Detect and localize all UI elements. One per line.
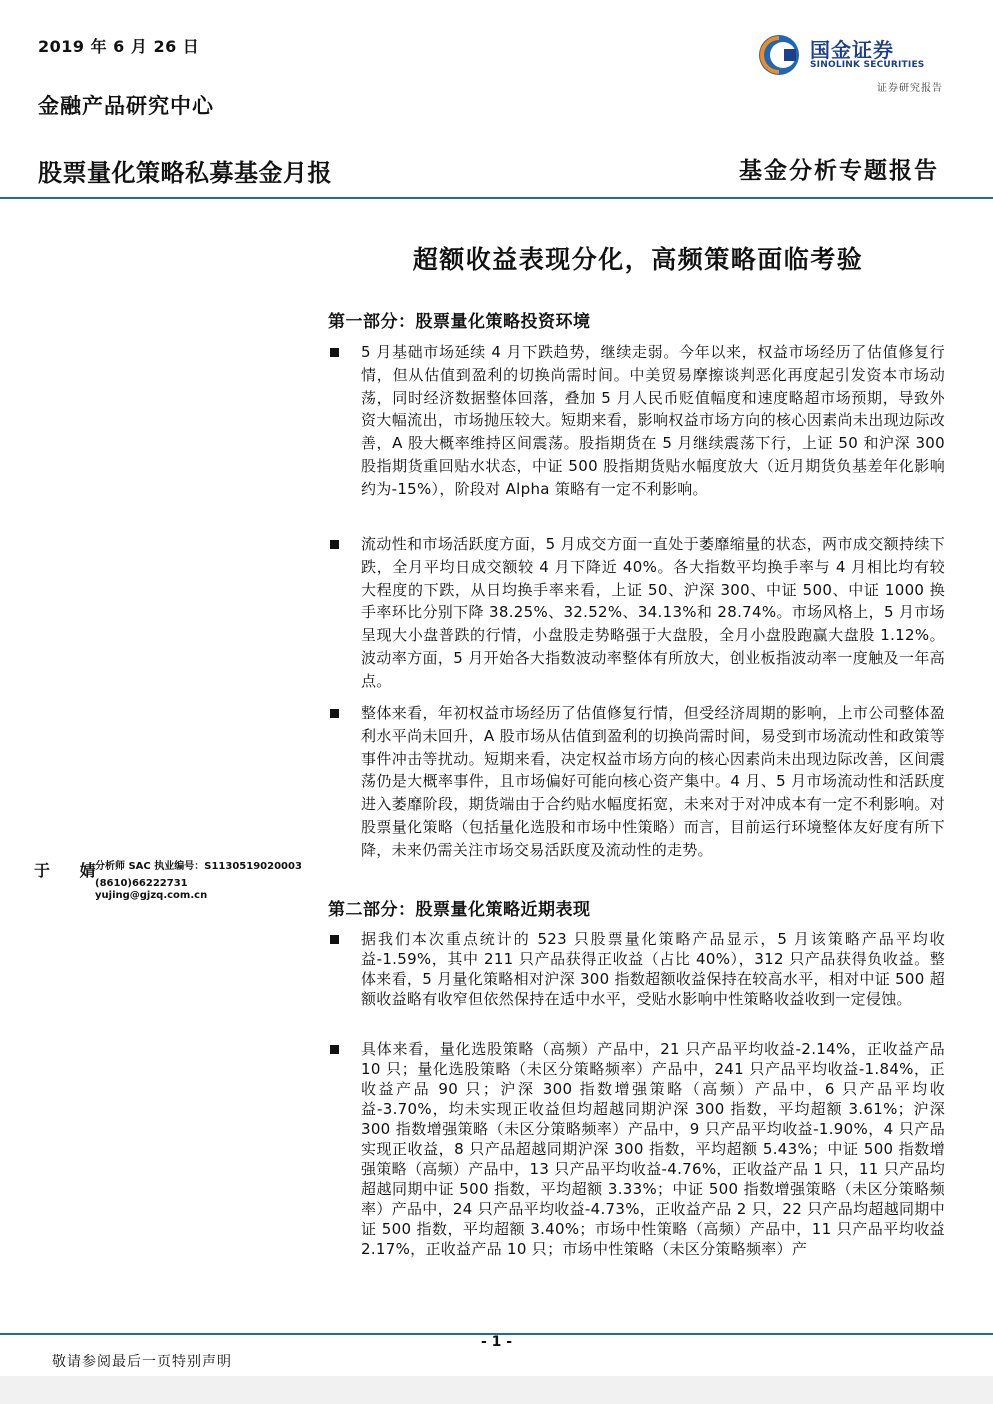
report-date: 2019 年 6 月 26 日 — [38, 37, 200, 56]
company-logo — [756, 32, 946, 78]
bottom-band — [0, 1376, 993, 1404]
bullet-text: 5 月基础市场延续 4 月下跌趋势，继续走弱。今年以来，权益市场经历了估值修复行情，但从估值到盈利的切换尚需时间。中美贸易摩擦谈判恶化再度起引发资本市场动荡，同时经济数据整体回落，叠加 5 月人民币贬值幅度和速度略超市场预期，导致外资大幅流出，市场抛压较大。短期来看，影响权益市场方向的核心因素尚未出现边际改善，A 股大概率维持区间震荡。股指期货在 5 月继续震荡下行，上证 50 和沪深 300 股指期货重回贴水状态，中证 500 股指期货贴水幅度放大（近月期货负基差年化影响约为-15%），阶段对 Alpha 策略有一定不利影响。 — [361, 343, 945, 498]
bullet-square-icon — [330, 348, 339, 357]
footer-disclaimer: 敬请参阅最后一页特别声明 — [52, 1354, 232, 1370]
analyst-name: 于 婧 — [34, 861, 108, 880]
section-title-1: 第一部分：股票量化策略投资环境 — [328, 312, 591, 332]
bullet-item — [330, 533, 945, 693]
bullet-item — [330, 341, 945, 501]
research-center-name: 金融产品研究中心 — [38, 93, 214, 118]
report-headline: 超额收益表现分化，高频策略面临考验 — [412, 245, 864, 274]
logo-name-cn: 国金证券 — [810, 38, 894, 62]
analyst-email[interactable]: yujing@gjzq.com.cn — [95, 890, 208, 901]
bullet-item — [330, 929, 945, 1009]
bullet-item — [330, 1039, 945, 1259]
analyst-phone: (8610)66222731 — [95, 878, 188, 889]
sinolink-logo-icon — [756, 32, 802, 78]
report-title: 股票量化策略私募基金月报 — [38, 159, 332, 187]
bullet-square-icon — [330, 540, 339, 549]
logo-name-en: SINOLINK SECURITIES — [810, 60, 925, 70]
section-title-2: 第二部分：股票量化策略近期表现 — [328, 900, 591, 920]
bullet-text: 整体来看，年初权益市场经历了估值修复行情，但受经济周期的影响，上市公司整体盈利水平尚未回升，A 股市场从估值到盈利的切换尚需时间，易受到市场流动性和政策等事件冲击等扰动。短期来看，决定权益市场方向的核心因素尚未出现边际改善，区间震荡仍是大概率事件，且市场偏好可能向核心资产集中。4 月、5 月市场流动性和活跃度进入萎靡阶段，期货端由于合约贴水幅度拓宽，未来对于对冲成本有一定不利影响。对股票量化策略（包括量化选股和市场中性策略）而言，目前运行环境整体友好度有所下降，未来仍需关注市场交易活跃度及流动性的走势。 — [361, 704, 945, 859]
analyst-info — [95, 861, 302, 902]
bullet-square-icon — [330, 935, 339, 944]
bullet-square-icon — [330, 709, 339, 718]
logo-subtitle: 证券研究报告 — [877, 83, 943, 94]
bullet-text: 流动性和市场活跃度方面，5 月成交方面一直处于萎靡缩量的状态，两市成交额持续下跌，全月平均日成交额较 4 月下降近 40%。各大指数平均换手率与 4 月相比均有较大程度的下跌，从日均换手率来看，上证 50、沪深 300、中证 500、中证 1000 换手率环比分别下降 38.25%、32.52%、34.13%和 28.74%。市场风格上，5 月市场呈现大小盘普跌的行情，小盘股走势略强于大盘股，全月小盘股跑赢大盘股 1.12%。波动率方面，5 月开始各大指数波动率整体有所放大，创业板指波动率一度触及一年高点。 — [361, 535, 945, 690]
bullet-text: 据我们本次重点统计的 523 只股票量化策略产品显示，5 月该策略产品平均收益-1.59%，其中 211 只产品获得正收益（占比 40%），312 只产品获得负收益。整体来看，5 月量化策略相对沪深 300 指数超额收益保持在较高水平，相对中证 500 超额收益略有收窄但依然保持在适中水平，受贴水影响中性策略收益收到一定侵蚀。 — [361, 930, 945, 1008]
page-number: - 1 - — [480, 1334, 513, 1350]
header-divider — [0, 197, 993, 199]
bullet-text: 具体来看，量化选股策略（高频）产品中，21 只产品平均收益-2.14%，正收益产品 10 只；量化选股策略（未区分策略频率）产品中，241 只产品平均收益-1.84%，正收益产品 90 只；沪深 300 指数增强策略（高频）产品中，6 只产品平均收益-3.70%，均未实现正收益但均超越同期沪深 300 指数，平均超额 3.61%；沪深 300 指数增强策略（未区分策略频率）产品中，9 只产品平均收益-1.90%，4 只产品实现正收益，8 只产品超越同期沪深 300 指数，平均超额 5.43%；中证 500 指数增强策略（高频）产品中，13 只产品平均收益-4.76%，正收益产品 1 只，11 只产品均超越同期中证 500 指数，平均超额 3.33%；中证 500 指数增强策略（未区分策略频率）产品中，24 只产品平均收益-4.73%，正收益产品 2 只，22 只产品均超越同期中证 500 指数，平均超额 3.40%；市场中性策略（高频）产品中，11 只产品平均收益 2.17%，正收益产品 10 只；市场中性策略（未区分策略频率）产 — [361, 1040, 945, 1258]
analyst-credential: 分析师 SAC 执业编号：S1130519020003 — [95, 861, 302, 872]
bullet-square-icon — [330, 1045, 339, 1054]
report-type: 基金分析专题报告 — [739, 157, 939, 184]
bullet-item — [330, 702, 945, 862]
